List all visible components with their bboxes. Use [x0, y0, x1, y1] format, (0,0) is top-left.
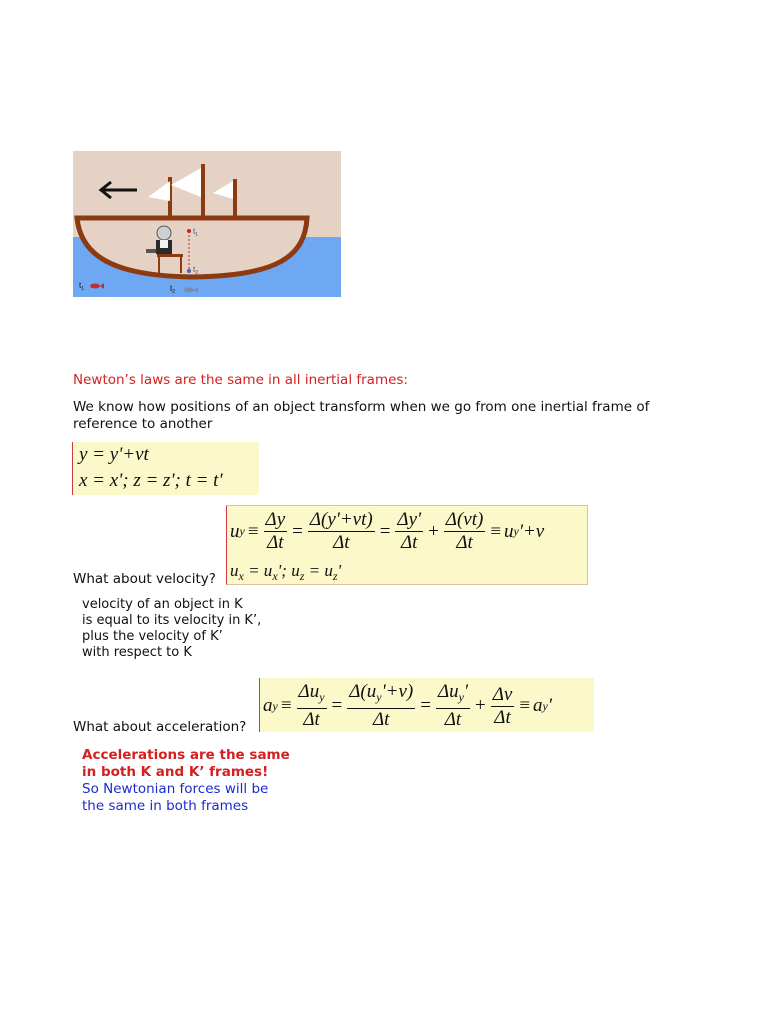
equation-line: x = x'; z = z'; t = t' — [79, 470, 223, 491]
equation-line: y = y'+vt — [79, 444, 149, 465]
acceleration-question: What about acceleration? — [73, 719, 247, 735]
velocity-equation-line2: $u_x = u_x'$; $u_z = u_z'$ — [230, 561, 342, 583]
note-line: is equal to its velocity in K’, — [82, 613, 262, 628]
conclusion-red-line: in both K and K’ frames! — [82, 764, 269, 780]
conclusion — [82, 747, 290, 815]
label-t1-bottom: $t_1$ — [79, 281, 85, 292]
note-line: plus the velocity of K’ — [82, 629, 223, 644]
label-t1-top: $t_1$ — [193, 227, 199, 238]
intro-paragraph: We know how positions of an object transform when we go from one inertial frame of reference to another — [73, 399, 650, 432]
velocity-equations — [226, 505, 588, 585]
section-heading: Newton’s laws are the same in all inertial frames: — [73, 372, 408, 388]
conclusion-blue-line: So Newtonian forces will be — [82, 781, 269, 797]
conclusion-blue-line: the same in both frames — [82, 798, 249, 814]
velocity-equation-line1: u y ≡ $\frac{\Delta y}{\Delta t}$ = $\frac{\Delta(y'+vt)}{\Delta t}$ = $\frac{\Delta y'}{\Delta t}$ + $\frac{\Delta(vt)}{\Delta t}$ ≡ u y '+v — [230, 509, 545, 553]
acceleration-equation — [259, 678, 594, 732]
label-t2-mid: $t_2$ — [193, 265, 199, 276]
label-t2-bottom: $t_2$ — [170, 284, 176, 295]
conclusion-red-line: Accelerations are the same — [82, 747, 290, 763]
velocity-note — [82, 597, 261, 661]
velocity-question: What about velocity? — [73, 571, 216, 587]
acceleration-equation-line: a y ≡ $\frac{\Delta u_y}{\Delta t}$ = $\frac{\Delta(u_y'+v)}{\Delta t}$ = $\frac{\Delta u_y'}{\Delta t}$ + $\frac{\Delta v}{\Delta t}$ ≡ a y ' — [263, 681, 552, 730]
note-line: with respect to K — [82, 645, 192, 660]
ship-illustration — [73, 151, 341, 297]
position-equations — [72, 442, 259, 495]
note-line: velocity of an object in K — [82, 597, 243, 612]
